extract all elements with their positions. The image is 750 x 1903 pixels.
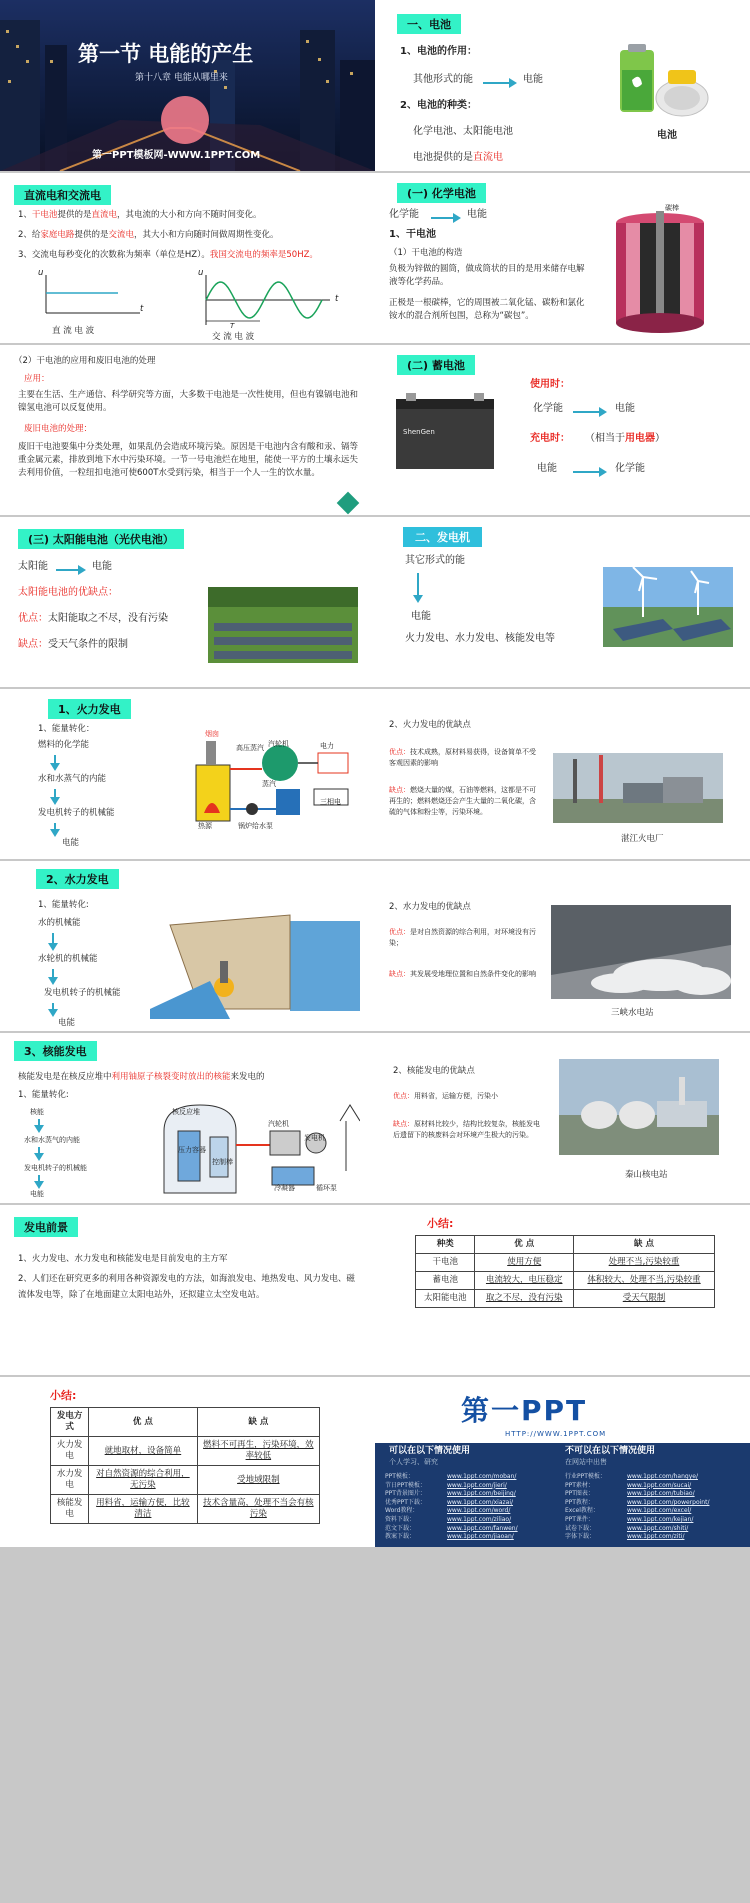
table-cell: 用料省，运输方便，比较清洁 (89, 1495, 198, 1524)
footer-link-url[interactable]: www.1ppt.com/jiaoan/ (447, 1533, 514, 1541)
wind-solar-image (603, 567, 733, 647)
label-reactor: 核反应堆 (172, 1108, 200, 1116)
slide-thermal-power (0, 689, 375, 859)
slide-hydro-pros-cons (375, 861, 750, 1031)
footer-link-row (565, 1482, 745, 1491)
text-nuclear-intro: 核能发电是在核反应堆中利用铀原子核裂变时放出的核能来发电的 (18, 1072, 265, 1082)
table-cell: 火力发电 (51, 1437, 89, 1466)
footer-link-label: 范文下载： (385, 1524, 416, 1532)
footer-link-url[interactable]: www.1ppt.com/sucai/ (627, 1481, 692, 1489)
arrow-down-icon (52, 823, 58, 837)
hydro-dam-diagram (150, 901, 360, 1019)
text-application: 主要在生活、生产通信、科学研究等方面，大多数干电池是一次性使用，但也有镍镉电池和镍氢电池可以反复使用。 (18, 390, 359, 414)
text-electric: 电能 (615, 403, 635, 414)
arrow-down-icon (52, 789, 58, 805)
section-tag: (二) 蓄电池 (397, 355, 475, 375)
cannot-use-sub: 在网站中出售 (565, 1458, 607, 1466)
can-use-heading: 可以在以下情况使用 (389, 1446, 471, 1456)
table-cell: 干电池 (416, 1254, 475, 1272)
text-battery-types: 化学电池、太阳能电池 (413, 126, 513, 137)
arrow-down-icon (415, 573, 421, 603)
label-steam: 蒸汽 (262, 780, 276, 788)
arrow-down-icon (50, 933, 56, 951)
footer-link-row (565, 1516, 745, 1525)
heading-dry-cell: 1、干电池 (389, 229, 436, 240)
right-link-column (565, 1473, 745, 1542)
footer-link-row (385, 1516, 555, 1525)
label-heat-source: 热源 (198, 822, 212, 830)
label-feed-pump: 锅炉给水泵 (238, 822, 273, 830)
footer-info-panel (375, 1443, 750, 1547)
slide-title (0, 0, 375, 171)
dc-caption: 直 流 电 波 (52, 326, 95, 336)
text-chemical: 化学能 (533, 403, 563, 414)
photo-caption: 三峡水电站 (611, 1008, 654, 1018)
heading-role: 1、电池的作用： (400, 46, 477, 57)
label-pressure-vessel: 压力容器 (178, 1146, 206, 1154)
footer-link-url[interactable]: www.1ppt.com/jieri/ (447, 1481, 507, 1489)
footer-link-url[interactable]: www.1ppt.com/word/ (447, 1507, 511, 1515)
slide-title-text: 第一节 电能的产生 (78, 42, 254, 66)
text-chemical: 化学能 (389, 209, 419, 220)
text-dc: 电池提供的是直流电 (413, 152, 503, 163)
text-electric: 电能 (411, 611, 431, 622)
footer-link-label: PPT教程： (565, 1498, 594, 1506)
table-header: 缺 点 (197, 1408, 319, 1437)
table-cell: 电流较大，电压稳定 (475, 1272, 574, 1290)
flow-step-3: 发电机转子的机械能 (44, 988, 121, 998)
text-solar: 太阳能 (18, 561, 48, 572)
arrow-icon (483, 80, 517, 86)
slide-nuclear-power (0, 1033, 375, 1203)
flow-step-4: 电能 (58, 1018, 76, 1028)
summary-title: 小结: (50, 1389, 77, 1402)
arrow-icon (56, 567, 86, 573)
arrow-down-icon (36, 1175, 42, 1189)
footer-link-row (385, 1490, 555, 1499)
footer-link-label: PPT图表： (565, 1490, 594, 1498)
text-disposal: 废旧干电池要集中分类处理，如果乱仍会造成环境污染。原因是干电池内含有酸和汞、镉等重金属元素，排放到地下水中污染环境。一节一号电池烂在地里，能使一平方的土壤永远失去利用价值，一粒纽扣电池可使600T水受到污染，相当于一个人一生的饮水量。 (18, 442, 359, 479)
flow-step-2: 水轮机的机械能 (38, 954, 98, 964)
label-disposal: 废旧电池的处理： (24, 424, 93, 434)
slide-storage-battery (375, 345, 750, 515)
footer-link-label: 资料下载： (385, 1515, 416, 1523)
footer-link-url[interactable]: www.1ppt.com/xiazai/ (447, 1498, 514, 1506)
arrow-down-icon (50, 969, 56, 985)
table-header: 优 点 (89, 1408, 198, 1437)
page-nav-icon[interactable] (337, 492, 360, 515)
table-cell: 使用方便 (475, 1254, 574, 1272)
table-cell: 核能发电 (51, 1495, 89, 1524)
footer-link-label: PPT素材： (565, 1481, 594, 1489)
section-tag: 1、火力发电 (48, 699, 131, 719)
slide-generator (375, 517, 750, 687)
text-appliance: （相当于用电器） (585, 433, 665, 444)
footer-link-url[interactable]: www.1ppt.com/hangye/ (627, 1473, 698, 1480)
footer-link-url[interactable]: www.1ppt.com/beijing/ (447, 1490, 516, 1498)
table-row (416, 1272, 715, 1290)
footer-link-url[interactable]: www.1ppt.com/kejian/ (627, 1515, 694, 1523)
footer-link-url[interactable]: www.1ppt.com/excel/ (627, 1507, 692, 1515)
text-electric-energy: 电能 (523, 74, 543, 85)
section-tag: 3、核能发电 (14, 1041, 97, 1061)
section-tag: (三) 太阳能电池（光伏电池） (18, 529, 184, 549)
table-row (51, 1495, 320, 1524)
table-header: 缺 点 (574, 1236, 715, 1254)
outlook-point-2: 2、人们还在研究更多的利用各种资源发电的方法，如海浪发电、地热发电、风力发电、磁流体发电等，除了在地面建立太阳电站外，还拟建立太空发电站。 (18, 1274, 355, 1301)
slide-nuclear-pros-cons (375, 1033, 750, 1203)
slide-hydro-power (0, 861, 375, 1031)
dc-wave-graph (40, 273, 150, 323)
flow-step-1: 水的机械能 (38, 918, 81, 928)
qinshan-plant-photo (559, 1059, 719, 1155)
pro-text: 优点：技术成熟，原材料易获得，设备简单不受客观因素的影响 (389, 748, 536, 767)
footer-link-label: 试卷下载： (565, 1524, 596, 1532)
pro-text: 优点：是对自然资源的综合利用，对环境没有污染； (389, 928, 536, 947)
text-electric: 电能 (467, 209, 487, 220)
slide-thermal-pros-cons (375, 689, 750, 859)
heading-energy-conversion: 1、能量转化: (18, 1090, 69, 1100)
can-use-sub: 个人学习、研究 (389, 1458, 438, 1466)
photo-caption: 秦山核电站 (625, 1170, 668, 1180)
slide-dc-ac (0, 173, 375, 343)
battery-brand: ShenGen (403, 428, 435, 436)
table-cell: 就地取材，设备简单 (89, 1437, 198, 1466)
footer-link-row (385, 1473, 555, 1482)
footer-link-label: 字体下载： (565, 1533, 596, 1541)
footer-link-label: 节日PPT模板： (385, 1481, 426, 1489)
table-header: 种类 (416, 1236, 475, 1254)
con-text: 缺点：燃烧大量的煤，石油等燃料，这都是不可再生的；燃料燃烧还会产生大量的二氧化碳，含硫的气体和粉尘等，污染环境。 (389, 786, 536, 816)
photo-caption: 湛江火电厂 (621, 834, 664, 844)
footer-link-url[interactable]: www.1ppt.com/moban/ (447, 1473, 517, 1480)
arrow-down-icon (52, 755, 58, 771)
label-high-pressure-steam: 高压蒸汽 (236, 744, 264, 752)
con-text: 缺点：受天气条件的限制 (18, 639, 128, 650)
table-header: 发电方式 (51, 1408, 89, 1437)
heading-energy-conversion: 1、能量转化: (38, 900, 89, 910)
footer-link-label: 优秀PPT下载： (385, 1498, 426, 1506)
slide-battery (375, 0, 750, 171)
battery-image (610, 40, 720, 120)
summary-battery-table (415, 1235, 715, 1308)
slide-chemical-battery (375, 173, 750, 343)
point-3: 3、交流电每秒变化的次数称为频率（单位是HZ）。我国交流电的频率是50HZ。 (18, 250, 318, 260)
section-tag: 一、电池 (397, 14, 461, 34)
text-positive: 正极是一根碳棒，它的周围被二氧化锰、碳粉和氯化铵水的混合剂所包围，总称为“碳包”。 (389, 298, 585, 322)
footer-link-row (565, 1473, 745, 1482)
footer-link-row (565, 1507, 745, 1516)
arrow-down-icon (36, 1119, 42, 1133)
flow-step-1: 核能 (30, 1108, 44, 1116)
table-cell: 燃料不可再生，污染环境，效率较低 (197, 1437, 319, 1466)
text-chemical-2: 化学能 (615, 463, 645, 474)
summary-generation-table (50, 1407, 320, 1524)
section-tag: 发电前景 (14, 1217, 78, 1237)
outlook-point-1: 1、火力发电、水力发电和核能发电是目前发电的主方军 (18, 1254, 228, 1264)
text-other-energy: 其他形式的能 (413, 74, 473, 85)
footer-link-url[interactable]: www.1ppt.com/ziliao/ (447, 1515, 512, 1523)
ac-caption: 交 流 电 波 (212, 332, 255, 342)
section-tag: (一) 化学电池 (397, 183, 486, 203)
con-text: 缺点：其发展受地理位置和自然条件变化的影响 (389, 970, 536, 978)
slide-dry-cell-usage (0, 345, 375, 515)
footer-link-row (565, 1490, 745, 1499)
slide-summary-batteries (375, 1205, 750, 1375)
ac-axis-t: t (335, 294, 339, 304)
footer-link-url[interactable]: www.1ppt.com/powerpoint/ (627, 1498, 710, 1506)
slide-subtitle: 第十八章 电能从哪里来 (135, 73, 228, 83)
heading-pros-cons: 2、核能发电的优缺点 (393, 1066, 475, 1076)
table-cell: 技术含量高，处理不当会有核污染 (197, 1495, 319, 1524)
slide-outlook (0, 1205, 375, 1375)
label-condenser: 冷凝器 (274, 1184, 295, 1192)
heading-pros-cons: 太阳能电池的优缺点： (18, 587, 118, 598)
table-cell: 蓄电池 (416, 1272, 475, 1290)
label-application: 应用： (24, 374, 50, 384)
label-generator: 发电机 (304, 1134, 325, 1142)
table-cell: 体积较大、处理不当,污染较重 (574, 1272, 715, 1290)
footer-link-row (565, 1525, 745, 1534)
ac-axis-u: u (198, 268, 204, 278)
text-negative: 负极为锌做的圆筒，做成筒状的目的是用来储存电解液等化学药品。 (389, 264, 585, 288)
flow-step-2: 水和水蒸气的内能 (38, 774, 107, 784)
table-cell: 受天气限制 (574, 1290, 715, 1308)
heading-usage: （2）干电池的应用和废旧电池的处理 (14, 356, 156, 366)
sub-structure: （1）干电池的构造 (389, 248, 463, 258)
table-header: 优 点 (475, 1236, 574, 1254)
heading-types: 2、电池的种类： (400, 100, 477, 111)
table-cell: 太阳能电池 (416, 1290, 475, 1308)
footer-link-label: 教案下载： (385, 1533, 416, 1541)
footer-link-url[interactable]: www.1ppt.com/ziti/ (627, 1533, 685, 1541)
footer-link-label: PPT课件： (565, 1515, 594, 1523)
footer-link-label: Excel教程： (565, 1507, 599, 1515)
footer-link-row (385, 1482, 555, 1491)
text-other-energy: 其它形式的能 (405, 555, 465, 566)
label-three-phase: 三相电 (320, 798, 341, 806)
label-carbon-rod: 碳棒 (665, 204, 679, 212)
flow-step-4: 电能 (30, 1190, 44, 1198)
pro-text: 优点：太阳能取之不尽，没有污染 (18, 613, 168, 624)
ac-wave-graph (200, 273, 340, 333)
solar-farm-image (208, 587, 358, 663)
section-tag: 2、水力发电 (36, 869, 119, 889)
flow-step-1: 燃料的化学能 (38, 740, 90, 750)
flow-step-2: 水和水蒸气的内能 (24, 1136, 80, 1144)
dry-cell-cutaway-image (600, 211, 720, 336)
cannot-use-heading: 不可以在以下情况使用 (565, 1446, 656, 1456)
table-row (416, 1290, 715, 1308)
flow-step-3: 发电机转子的机械能 (38, 808, 115, 818)
label-turbine: 汽轮机 (268, 740, 289, 748)
slide-solar-cell (0, 517, 375, 687)
three-gorges-photo (551, 905, 731, 999)
con-text: 缺点：原材料比较少，结构比较复杂，核能发电后遗留下的核废料会对环境产生极大的污染。 (393, 1120, 540, 1139)
site-url: 第一PPT模板网-WWW.1PPT.COM (92, 150, 261, 161)
arrow-icon (573, 469, 607, 475)
label-control-rod: 控制棒 (212, 1158, 233, 1166)
table-row (416, 1254, 715, 1272)
label-circulation-pump: 循环泵 (316, 1184, 337, 1192)
text-electric-2: 电能 (537, 463, 557, 474)
arrow-icon (573, 409, 607, 415)
point-2: 2、给家庭电路提供的是交流电，其大小和方向随时间做周期性变化。 (18, 230, 279, 240)
footer-link-label: Word教程： (385, 1507, 419, 1515)
brand-url: HTTP://WWW.1PPT.COM (505, 1430, 607, 1438)
footer-link-url[interactable]: www.1ppt.com/shiti/ (627, 1524, 689, 1532)
point-1: 1、干电池提供的是直流电，其电流的大小和方向不随时间变化。 (18, 210, 262, 220)
footer-link-row (385, 1525, 555, 1534)
table-row (51, 1437, 320, 1466)
label-power: 电力 (320, 742, 334, 750)
table-cell: 处理不当,污染较重 (574, 1254, 715, 1272)
flow-step-4: 电能 (62, 838, 80, 848)
heading-energy-conversion: 1、能量转化： (38, 724, 95, 734)
summary-title: 小结: (427, 1217, 454, 1230)
footer-link-row (565, 1533, 745, 1542)
slide-summary-generation (0, 1377, 375, 1547)
section-tag: 直流电和交流电 (14, 185, 111, 205)
footer-link-row (385, 1533, 555, 1542)
flow-step-3: 发电机转子的机械能 (24, 1164, 87, 1172)
thermal-plant-photo (553, 753, 723, 823)
label-turbine: 汽轮机 (268, 1120, 289, 1128)
label-use: 使用时： (530, 379, 570, 390)
table-cell: 对自然资源的综合利用，无污染 (89, 1466, 198, 1495)
left-link-column (385, 1473, 555, 1542)
text-electric: 电能 (92, 561, 112, 572)
arrow-down-icon (36, 1147, 42, 1161)
slide-1ppt-footer (375, 1377, 750, 1547)
heading-pros-cons: 2、水力发电的优缺点 (389, 902, 471, 912)
footer-link-label: 行业PPT模板： (565, 1473, 606, 1480)
battery-caption: 电池 (657, 130, 677, 141)
ac-period-label: T (230, 322, 235, 330)
table-cell: 受地域限制 (197, 1466, 319, 1495)
dc-axis-t: t (140, 304, 144, 314)
dc-axis-u: u (38, 268, 44, 278)
footer-link-url[interactable]: www.1ppt.com/fanwen/ (447, 1524, 518, 1532)
table-cell: 水力发电 (51, 1466, 89, 1495)
heading-pros-cons: 2、火力发电的优缺点 (389, 720, 471, 730)
arrow-icon (431, 215, 461, 221)
footer-link-label: PPT背景图片： (385, 1490, 426, 1498)
brand-logo: 第一PPT (461, 1394, 588, 1427)
label-chimney: 烟囱 (205, 730, 219, 738)
table-cell: 取之不尽，没有污染 (475, 1290, 574, 1308)
footer-link-url[interactable]: www.1ppt.com/tubiao/ (627, 1490, 695, 1498)
label-charge: 充电时： (530, 433, 570, 444)
table-row (51, 1466, 320, 1495)
pro-text: 优点：用料省，运输方便，污染小 (393, 1092, 498, 1100)
arrow-down-icon (50, 1003, 56, 1017)
section-tag: 二、发电机 (403, 527, 482, 547)
footer-link-label: PPT模板： (385, 1473, 414, 1480)
footer-link-row (385, 1507, 555, 1516)
text-generation-types: 火力发电、水力发电、核能发电等 (405, 633, 555, 644)
